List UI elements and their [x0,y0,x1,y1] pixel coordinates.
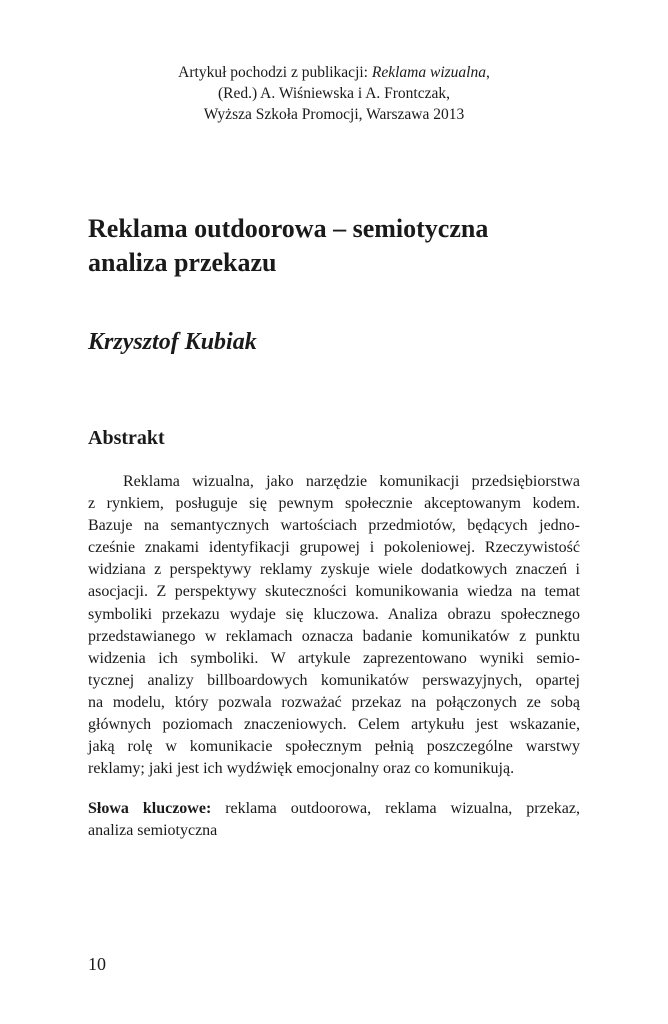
abstract-line: przedstawianego w reklamach oznacza badanie komunikatów z punktu [88,627,580,645]
keywords-label: Słowa kluczowe: [88,800,212,817]
source-note-line-2: (Red.) A. Wiśniewska i A. Frontczak, [218,85,450,102]
publication-source-note [0,62,668,125]
source-note-suffix: , [485,64,490,81]
abstract-heading: Abstrakt [88,427,165,449]
source-note-prefix: Artykuł pochodzi z publikacji: [178,64,372,81]
abstract-line: Reklama wizualna, jako narzędzie komunikacji przedsiębiorstwa [123,473,580,490]
keywords-line-1 [88,798,580,820]
keywords-line-2: analiza semiotyczna [88,822,218,840]
abstract-line: Bazuje na semantycznych wartościach przedmiotów, będących jedno- [88,517,580,535]
abstract-line: na modelu, który pozwala rozważać przekaz na połączonych ze sobą [88,693,580,711]
article-title-line-1: Reklama outdoorowa – semiotyczna [88,214,489,243]
abstract-line: widzenia ich symboliki. W artykule zaprezentowano wyniki semio- [88,649,580,667]
abstract-line: głównych poziomach znaczeniowych. Celem artykułu jest wskazanie, [88,716,580,734]
abstract-line: asocjacji. Z perspektywy skuteczności komunikowania wiedza na temat [88,583,580,601]
keywords-text-1: reklama outdoorowa, reklama wizualna, przekaz, [211,800,580,817]
abstract-line: reklamy; jaki jest ich wydźwięk emocjonalny oraz co komunikują. [88,760,515,778]
abstract-line: cześnie znakami identyfikacji grupowej i pokoleniowej. Rzeczywistość [88,539,580,557]
abstract-line: tycznej analizy billboardowych komunikatów perswazyjnych, opartej [88,671,580,689]
source-note-line-3: Wyższa Szkoła Promocji, Warszawa 2013 [203,106,465,123]
abstract-paragraph [88,471,580,780]
source-publication-title: Reklama wizualna [371,64,486,81]
article-title-line-2: analiza przekazu [88,248,277,277]
abstract-line: jaką rolę w komunikacie społecznym pełnią poszczególne warstwy [88,738,580,756]
source-note-line-1 [0,62,668,83]
article-title [88,212,588,280]
page-number: 10 [88,954,106,974]
keywords-block [88,798,580,842]
abstract-line: z rynkiem, posługuje się pewnym społecznie akceptowanym kodem. [88,495,580,513]
author-name: Krzysztof Kubiak [88,329,257,355]
abstract-line: symboliki przekazu wydaje się kluczowa. Analiza obrazu społecznego [88,605,580,623]
abstract-line: widziana z perspektywy reklamy zyskuje wiele dodatkowych znaczeń i [88,561,580,579]
